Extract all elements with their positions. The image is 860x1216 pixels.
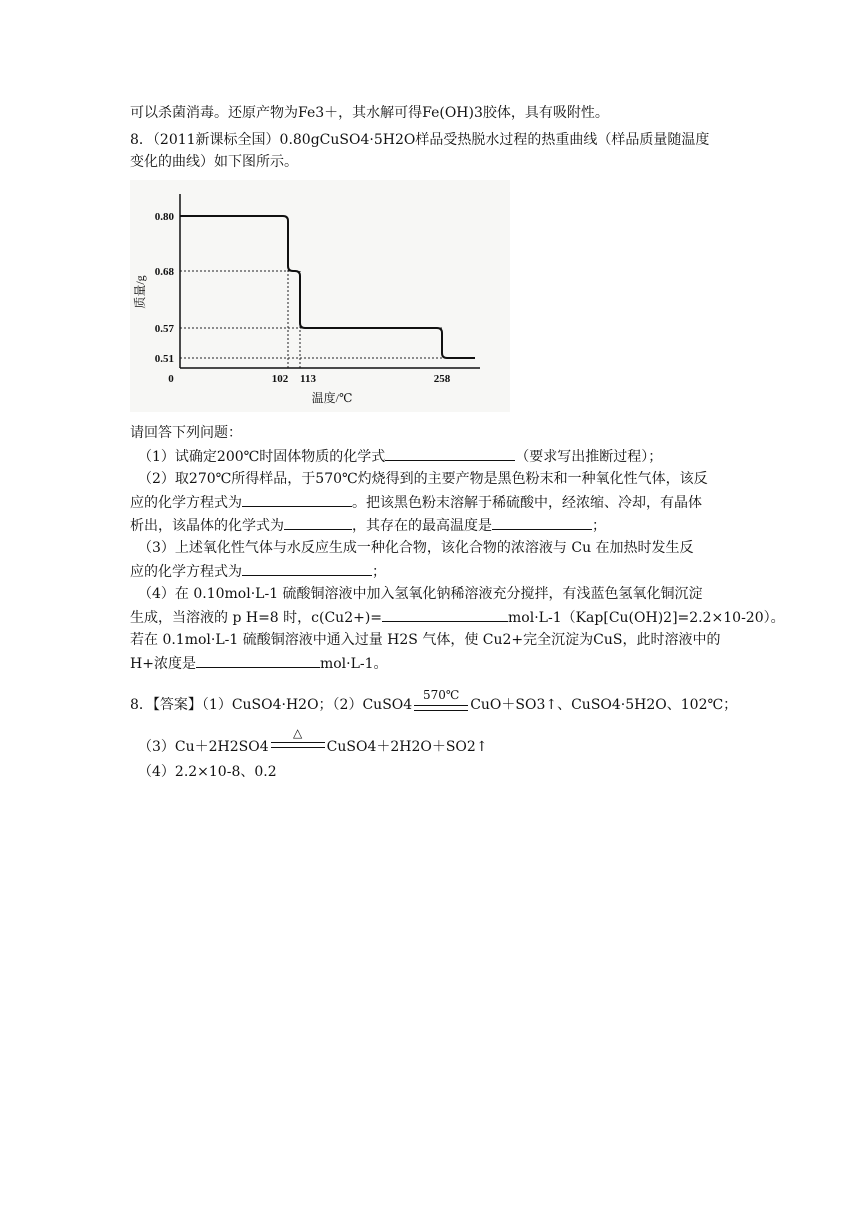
question-4-line-2: 生成，当溶液的 p H=8 时，c(Cu2+)= mol·L-1（Kap[Cu(OH)2]=2.2×10-20）。 [130, 610, 785, 626]
x-tick-3: 258 [433, 373, 451, 385]
y-tick-1: 0.68 [154, 266, 174, 278]
question-1: （1）试确定200℃时固体物质的化学式 （要求写出推断过程）； [138, 449, 663, 465]
prompt-line: 请回答下列问题： [130, 425, 242, 441]
y-axis-label: 质量/g [133, 275, 147, 309]
y-tick-3: 0.51 [154, 353, 174, 365]
question-8-title: 8．（2011新课标全国）0.80gCuSO4·5H2O样品受热脱水过程的热重曲线（样品质量随温度 [130, 132, 710, 148]
x-tick-labels [168, 373, 451, 385]
question-4-line-3: 若在 0.1mol·L-1 硫酸铜溶液中通入过量 H2S 气体，使 Cu2+完全沉淀为CuS，此时溶液中的 [130, 632, 721, 648]
mass-curve [180, 216, 475, 358]
answer-line-3: （4）2.2×10-8、0.2 [138, 764, 277, 780]
question-4-line-4: H+浓度是 mol·L-1。 [130, 656, 388, 672]
x-tick-2: 113 [300, 373, 316, 385]
question-4-line-1: （4）在 0.10mol·L-1 硫酸铜溶液中加入氢氧化钠稀溶液充分搅拌，有浅蓝色氢氧化铜沉淀 [138, 586, 703, 602]
answer-line-1: 8．【答案】（1）CuSO4·H2O；（2）CuSO4 570℃ CuO＋SO3↑、CuSO4·5H2O、102℃； [130, 688, 738, 713]
question-2-line-1: （2）取270℃所得样品，于570℃灼烧得到的主要产物是黑色粉末和一种氧化性气体，该反 [138, 471, 708, 487]
y-tick-2: 0.57 [154, 323, 174, 335]
text-line-1: 可以杀菌消毒。还原产物为Fe3＋，其水解可得Fe(OH)3胶体，具有吸附性。 [130, 105, 609, 121]
x-tick-0: 0 [168, 373, 174, 385]
question-2-line-3: 析出，该晶体的化学式为 ，其存在的最高温度是 ； [130, 518, 606, 534]
x-tick-1: 102 [271, 373, 289, 385]
question-8-title-cont: 变化的曲线）如下图所示。 [130, 154, 298, 170]
thermogravimetric-chart [130, 180, 510, 412]
reaction-condition-570: 570℃ [412, 696, 470, 714]
chart-guides [180, 216, 475, 368]
answer-line-2: （3）Cu＋2H2SO4 △ CuSO4＋2H2O＋SO2↑ [138, 726, 488, 755]
question-2-line-2: 应的化学方程式为 。把该黑色粉末溶解于稀硫酸中，经浓缩、冷却，有晶体 [130, 495, 702, 511]
question-3-line-1: （3）上述氧化性气体与水反应生成一种化合物，该化合物的浓溶液与 Cu 在加热时发生反 [138, 540, 694, 556]
question-3-line-2: 应的化学方程式为 ； [130, 564, 386, 580]
x-axis-label: 温度/℃ [311, 391, 353, 405]
y-tick-0: 0.80 [154, 211, 174, 223]
y-tick-labels [155, 211, 175, 365]
reaction-condition-heat: △ [269, 738, 327, 756]
